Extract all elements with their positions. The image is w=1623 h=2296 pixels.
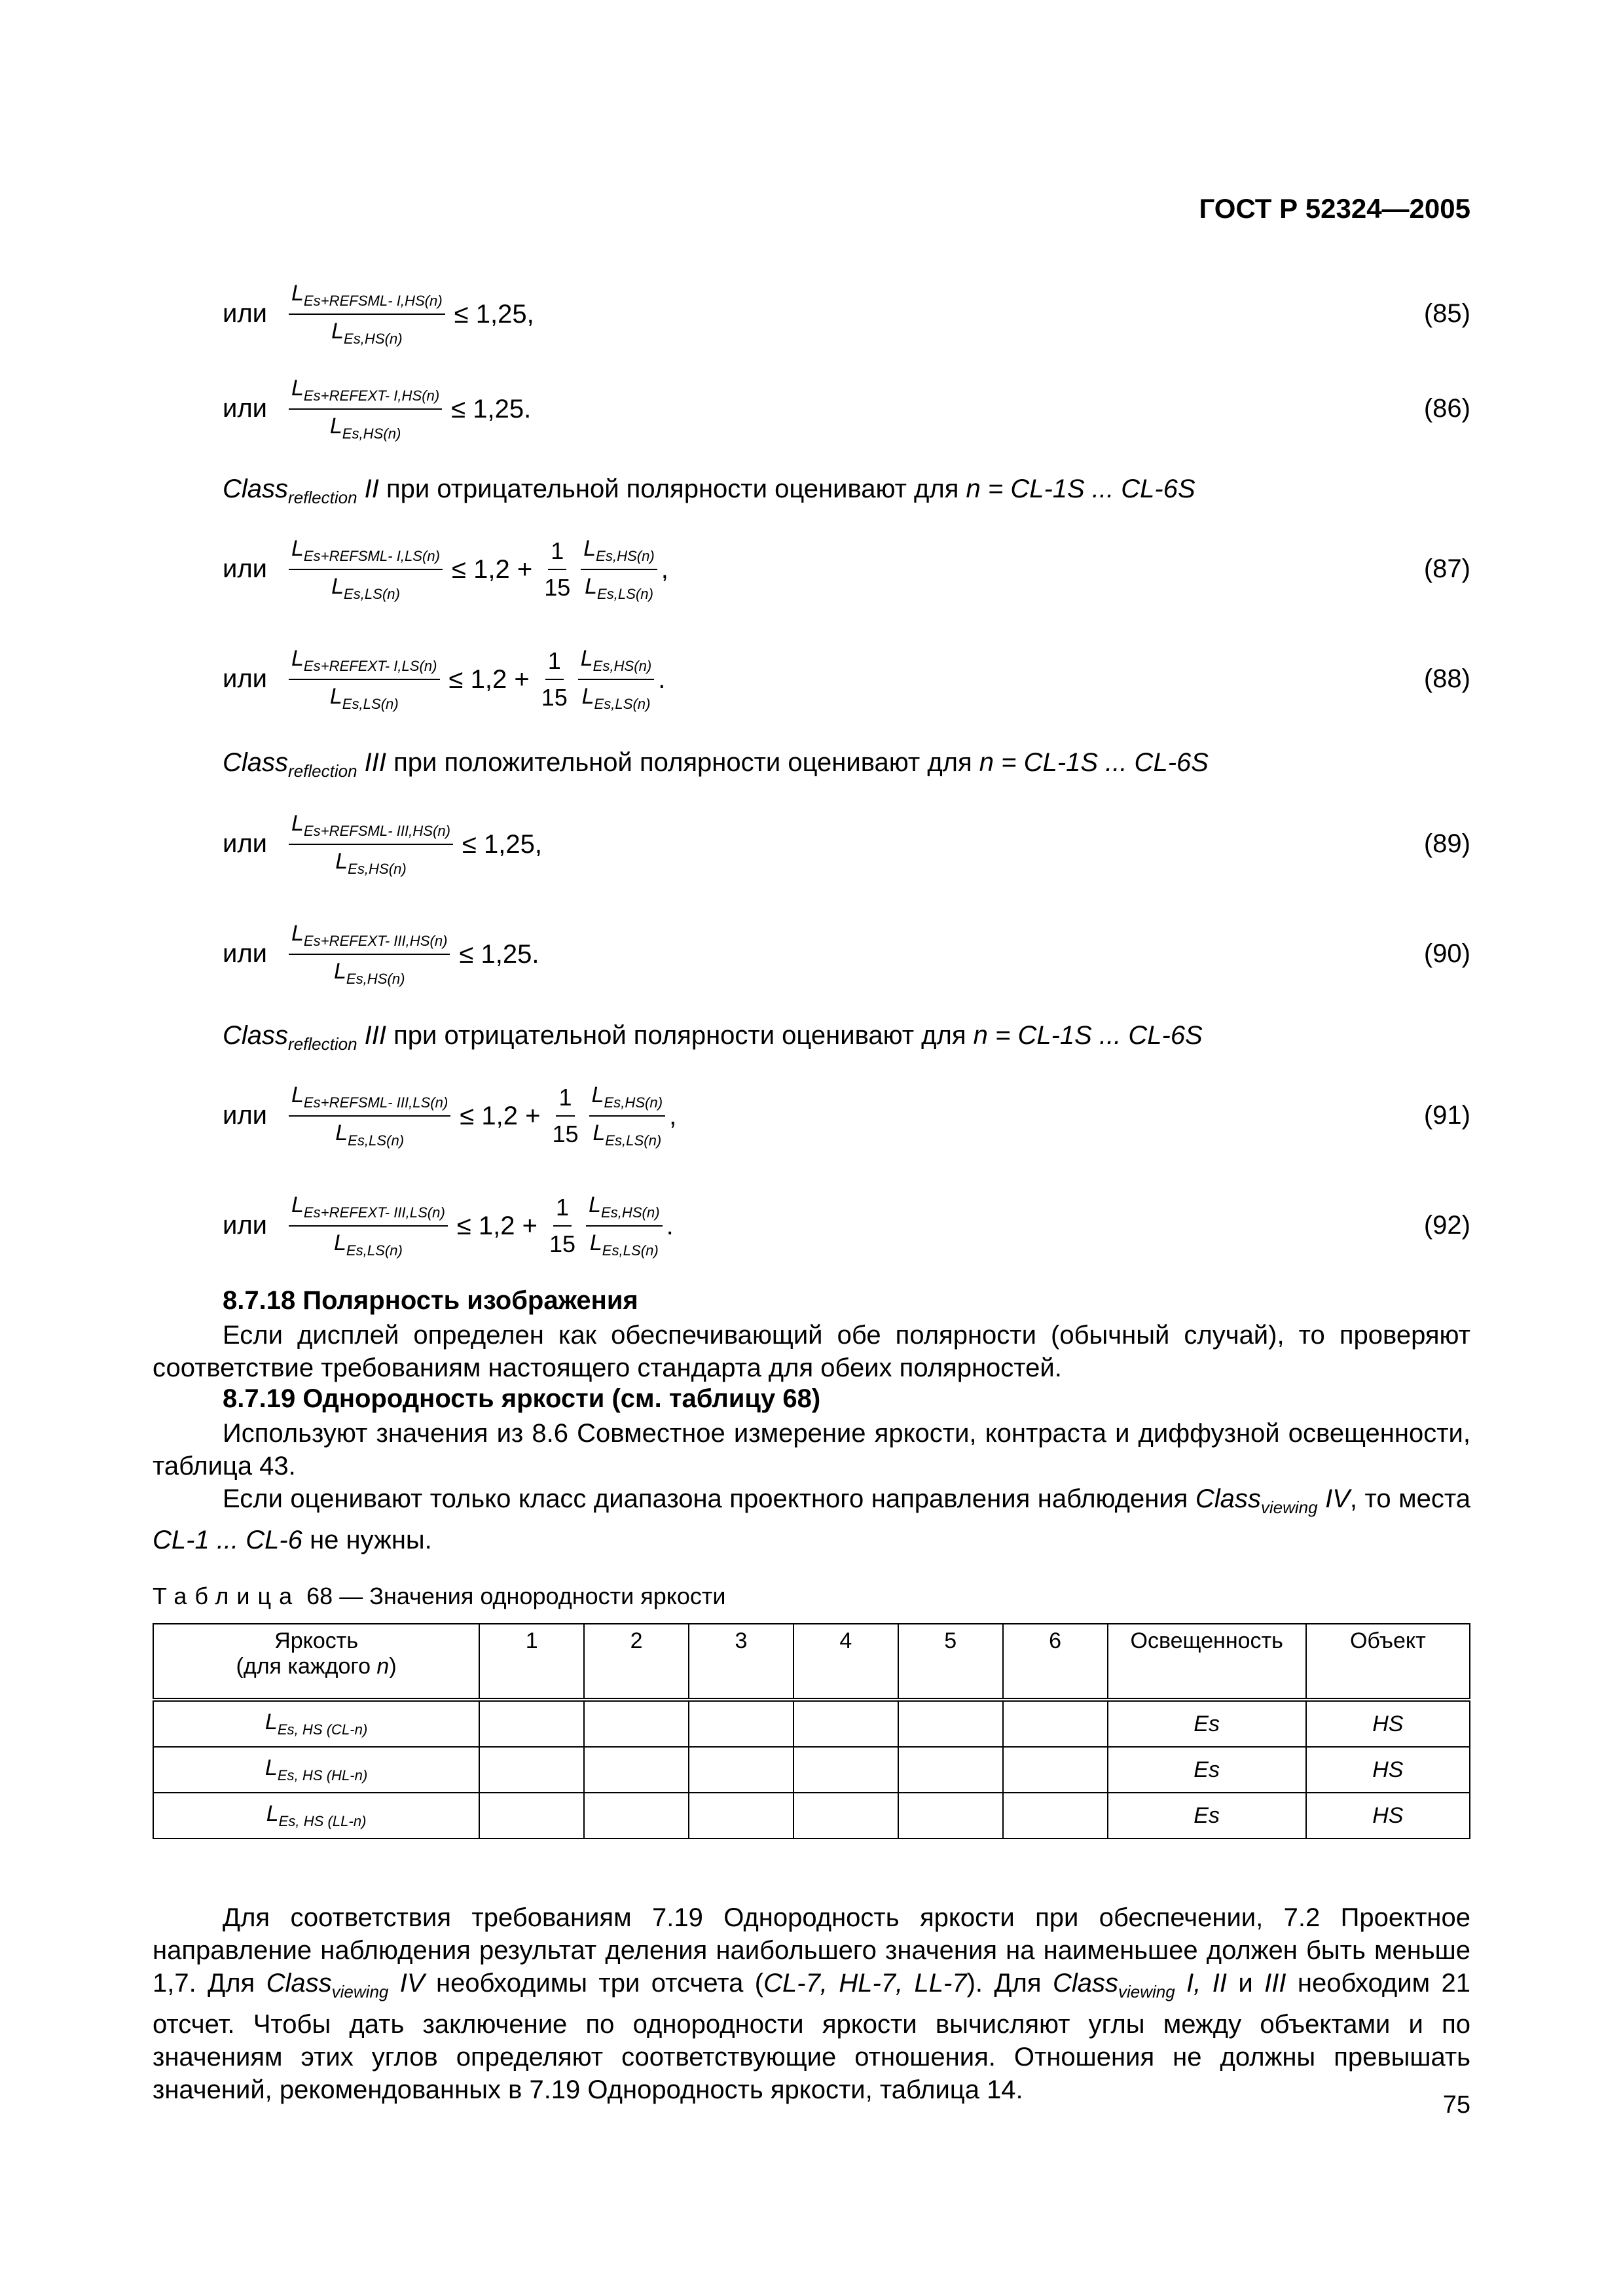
fraction-main: $\frac{L_{Es+REFSML- III,LS(n)}}{L_{Es,LS(n)}}$: [289, 1083, 450, 1149]
row-label: $L_{Es, HS (LL-n)}$: [153, 1793, 479, 1839]
row-label: $L_{Es, HS (CL-n)}$: [153, 1700, 479, 1747]
equation-tail: ,: [661, 554, 668, 584]
col-header-3: 3: [689, 1624, 793, 1700]
table-header-row: [153, 1624, 1470, 1700]
equation-expression: [285, 367, 536, 452]
cell-illuminance: Es: [1108, 1747, 1306, 1793]
cell-empty: [793, 1700, 898, 1747]
equation-tail: ,: [669, 1101, 677, 1130]
cell-empty: [898, 1747, 1003, 1793]
col-header-2: 2: [584, 1624, 689, 1700]
equation-prefix: или: [223, 299, 268, 328]
cell-object: HS: [1306, 1747, 1470, 1793]
equation-number: (88): [1423, 664, 1470, 693]
table-row: [153, 1793, 1470, 1839]
equation-prefix: или: [223, 554, 268, 583]
fraction-main: $\frac{L_{Es+REFSML- I,HS(n)}}{L_{Es,HS(n)}}$: [289, 281, 445, 348]
cell-empty: [689, 1747, 793, 1793]
fraction-coef: $\frac{1}{15}$: [541, 647, 568, 711]
equation-row: [223, 912, 1470, 997]
final-paragraph: Для соответствия требованиям 7.19 Однородность яркости при обеспечении, 7.2 Проектное направление наблюдения результат деления наибольшего значения на наименьшее должен быть меньше 1,7. Для Class$_{viewing}$ IV необходимы три отсчета (CL-7, HL-7, LL-7). Для Class$_{viewing}$ I, II и III необходим 21 отсчет. Чтобы дать заключение по однородности яркости вычисляют углы между объектами и по значениям этих углов определяют соответствующие отношения. Отношения не должны превышать значений, рекомендованных в 7.19 Однородность яркости, таблица 14.: [153, 1903, 1471, 2104]
equation-tail: .: [658, 664, 666, 694]
fraction-ratio: $\frac{L_{Es,HS(n)}}{L_{Es,LS(n)}}$: [578, 646, 655, 713]
equation-prefix: или: [223, 664, 268, 693]
equation-expression: [285, 272, 539, 357]
cell-empty: [793, 1747, 898, 1793]
equation-rhs: ≤ 1,2 +: [456, 1211, 538, 1240]
fraction-coef: $\frac{1}{15}$: [544, 537, 571, 601]
section-8-7-18-text: Если дисплей определен как обеспечивающий обе полярности (обычный случай), то проверяют соответствие требованиям настоящего стандарта для обеих полярностей.: [153, 1321, 1470, 1382]
equation-prefix: или: [223, 939, 268, 968]
equation-prefix: или: [223, 1101, 268, 1130]
cell-empty: [1003, 1700, 1108, 1747]
col-header-object: Объект: [1306, 1624, 1470, 1700]
equation-row: [223, 802, 1470, 887]
col-header-4: 4: [793, 1624, 898, 1700]
equation-rhs: ≤ 1,25.: [459, 939, 539, 969]
cell-empty: [584, 1700, 689, 1747]
fraction-ratio: $\frac{L_{Es,HS(n)}}{L_{Es,LS(n)}}$: [586, 1193, 663, 1259]
equation-number: (91): [1423, 1101, 1470, 1130]
col-header-illuminance: Освещенность: [1108, 1624, 1306, 1700]
equation-prefix: или: [223, 1211, 268, 1240]
equation-number: (92): [1423, 1211, 1470, 1240]
equation-rhs: ≤ 1,25,: [454, 299, 534, 329]
equation-number: (90): [1423, 939, 1470, 968]
fraction-main: $\frac{L_{Es+REFEXT- III,LS(n)}}{L_{Es,LS(n)}}$: [289, 1193, 448, 1259]
fraction-ratio: $\frac{L_{Es,HS(n)}}{L_{Es,LS(n)}}$: [589, 1083, 666, 1149]
class-line-3: Class$_{reflection}$ III при отрицательной полярности оценивают для n = CL-1S ... CL-6S: [223, 1021, 1203, 1054]
cell-illuminance: Es: [1108, 1700, 1306, 1747]
equation-expression: [285, 1183, 674, 1268]
equation-number: (89): [1423, 829, 1470, 858]
cell-empty: [1003, 1793, 1108, 1839]
equation-prefix: или: [223, 829, 268, 858]
fraction-ratio: $\frac{L_{Es,HS(n)}}{L_{Es,LS(n)}}$: [581, 536, 657, 603]
equation-expression: [285, 1073, 676, 1158]
cell-empty: [689, 1700, 793, 1747]
equation-row: [223, 272, 1470, 357]
document-header-code: ГОСТ Р 52324—2005: [1199, 193, 1470, 224]
table-68: [153, 1623, 1470, 1839]
equation-number: (87): [1423, 554, 1470, 583]
cell-object: HS: [1306, 1700, 1470, 1747]
cell-illuminance: Es: [1108, 1793, 1306, 1839]
equation-expression: [285, 912, 545, 997]
class-line-1: Class$_{reflection}$ II при отрицательной полярности оценивают для n = CL-1S ... CL-6S: [223, 475, 1195, 507]
equation-rhs: ≤ 1,2 +: [448, 664, 530, 694]
fraction-main: $\frac{L_{Es+REFSML- I,LS(n)}}{L_{Es,LS(n)}}$: [289, 536, 443, 603]
col-header-luminance: Яркость (для каждого n): [153, 1624, 479, 1700]
table-row: [153, 1747, 1470, 1793]
fraction-coef: $\frac{1}{15}$: [552, 1084, 579, 1147]
cell-empty: [584, 1747, 689, 1793]
cell-empty: [479, 1747, 584, 1793]
fraction-main: $\frac{L_{Es+REFEXT- I,LS(n)}}{L_{Es,LS(n)}}$: [289, 646, 440, 713]
fraction-main: $\frac{L_{Es+REFEXT- III,HS(n)}}{L_{Es,HS(n)}}$: [289, 921, 450, 988]
cell-empty: [584, 1793, 689, 1839]
equation-expression: [285, 527, 668, 612]
equation-rhs: ≤ 1,2 +: [460, 1101, 541, 1130]
equation-rhs: ≤ 1,25.: [451, 394, 532, 423]
fraction-coef: $\frac{1}{15}$: [549, 1194, 576, 1257]
class-line-2: Class$_{reflection}$ III при положительной полярности оценивают для n = CL-1S ... CL-6S: [223, 748, 1209, 781]
cell-empty: [793, 1793, 898, 1839]
cell-empty: [1003, 1747, 1108, 1793]
col-header-6: 6: [1003, 1624, 1108, 1700]
cell-empty: [898, 1793, 1003, 1839]
col-header-1: 1: [479, 1624, 584, 1700]
cell-empty: [479, 1793, 584, 1839]
table-row: [153, 1700, 1470, 1747]
fraction-main: $\frac{L_{Es+REFEXT- I,HS(n)}}{L_{Es,HS(n)}}$: [289, 376, 442, 442]
cell-empty: [479, 1700, 584, 1747]
equation-row: [223, 1183, 1470, 1268]
equation-row: [223, 527, 1470, 612]
section-heading-8-7-18: 8.7.18 Полярность изображения: [223, 1286, 638, 1315]
equation-expression: [285, 802, 547, 887]
cell-empty: [689, 1793, 793, 1839]
section-heading-8-7-19: 8.7.19 Однородность яркости (см. таблицу 68): [223, 1384, 821, 1413]
section-8-7-19-text: Используют значения из 8.6 Совместное измерение яркости, контраста и диффузной освещенности, таблица 43. Если оценивают только класс диапазона проектного направления наблюдения Class$_{viewing}$ IV, то места CL-1 ... CL-6 не нужны.: [153, 1419, 1470, 1554]
equation-row: [223, 637, 1470, 722]
equation-number: (86): [1423, 394, 1470, 423]
page-number: 75: [1442, 2091, 1470, 2119]
cell-object: HS: [1306, 1793, 1470, 1839]
fraction-main: $\frac{L_{Es+REFSML- III,HS(n)}}{L_{Es,HS(n)}}$: [289, 811, 453, 878]
equation-rhs: ≤ 1,25,: [462, 829, 542, 859]
equation-tail: .: [666, 1211, 674, 1240]
equation-rhs: ≤ 1,2 +: [452, 554, 533, 584]
equation-number: (85): [1423, 299, 1470, 328]
equation-row: [223, 1073, 1470, 1158]
table-caption: Таблица 68 — Значения однородности яркости: [153, 1583, 726, 1609]
row-label: $L_{Es, HS (HL-n)}$: [153, 1747, 479, 1793]
equation-expression: [285, 637, 665, 722]
equation-row: [223, 367, 1470, 452]
equation-prefix: или: [223, 394, 268, 423]
cell-empty: [898, 1700, 1003, 1747]
col-header-5: 5: [898, 1624, 1003, 1700]
